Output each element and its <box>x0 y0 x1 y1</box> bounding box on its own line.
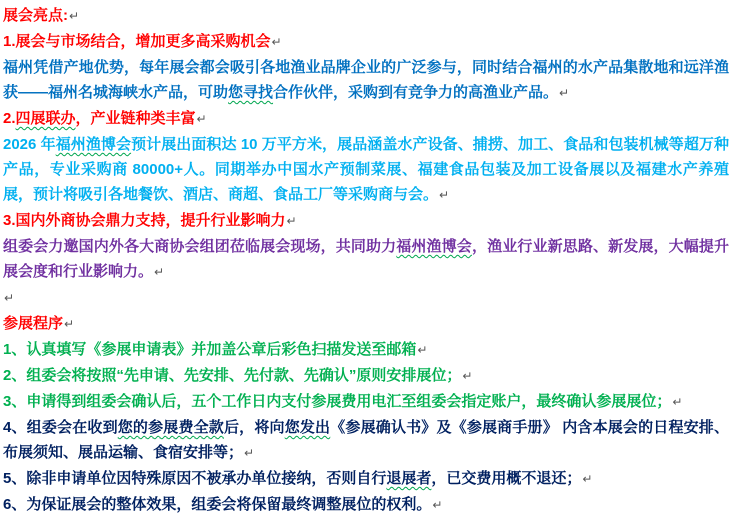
text-run: 合作伙伴，采购到有竞争力的高渔业产品。 <box>273 84 559 101</box>
paragraph-mark-icon: ↵ <box>432 498 443 512</box>
paragraph-mark-icon: ↵ <box>672 395 683 409</box>
paragraph-mark-icon: ↵ <box>462 369 473 383</box>
heading-point-1 <box>3 29 729 55</box>
text-run: 2. <box>3 110 16 127</box>
text-run: 1.展会与市场结合，增加更多高采购机会 <box>3 33 271 50</box>
paragraph-mark-icon: ↵ <box>244 446 255 460</box>
procedure-item-5 <box>3 466 729 492</box>
text-run-spellcheck: 四展联办 <box>15 110 76 127</box>
paragraph-mark-icon: ↵ <box>154 265 165 279</box>
body-point-1 <box>3 55 729 106</box>
body-point-3 <box>3 234 729 285</box>
heading-procedure <box>3 311 729 337</box>
body-point-2 <box>3 132 729 208</box>
text-run: 3、申请得到组委会确认后，五个工作日内支付参展费用电汇至组委会指定账户，最终确认参展展位； <box>3 393 672 410</box>
paragraph-mark-icon: ↵ <box>559 86 570 100</box>
text-run: 1、认真填写《参展申请表》并加盖公章后彩色扫描发送至邮箱 <box>3 341 417 358</box>
paragraph-mark-icon: ↵ <box>439 188 450 202</box>
text-run: 3.国内外商协会鼎力支持，提升行业影响力 <box>3 212 286 229</box>
empty-line <box>3 285 729 311</box>
paragraph-mark-icon: ↵ <box>196 112 207 126</box>
text-run: 2、组委会将按照“先申请、先安排、先付款、先确认”原则安排展位； <box>3 367 462 384</box>
text-run-spellcheck: 福州渔博会 <box>55 136 132 153</box>
heading-point-3 <box>3 208 729 234</box>
text-run: ，渔业行业新思路、新发展，大幅提升展会度和行业影响力。 <box>3 238 729 280</box>
text-run-spellcheck: 您寻找 <box>228 84 274 101</box>
text-run: 5、除非申请单位因特殊原因不被承办单位接纳，否则自行 <box>3 470 387 487</box>
text-run-spellcheck: 退展者 <box>386 470 432 487</box>
paragraph-mark-icon: ↵ <box>64 317 75 331</box>
text-run: 2026 年 <box>3 136 56 153</box>
text-run: 预计展出面积达 10 万平方米，展品涵盖水产设备、捕捞、加工、食品和包装机械等超万种产品，专业采购商 80000+人。同期举办中国水产预制菜展、福建食品包装及加工设备展以及福建水产养殖展，预计将吸引各地餐饮、酒店、商超、食品工厂等采购商与会。 <box>3 136 729 203</box>
procedure-item-1 <box>3 337 729 363</box>
text-run: ，产业链种类丰富 <box>75 110 196 127</box>
text-run: 展会亮点: <box>3 7 68 24</box>
text-run: 4、组委会在收到 <box>3 419 118 436</box>
paragraph-mark-icon: ↵ <box>4 291 15 305</box>
text-run: 《参展确认书》及《参展商手册》 内含本展会的日程安排、布展须知、展品运输、食宿安排等； <box>3 419 729 461</box>
heading-highlights <box>3 3 729 29</box>
heading-point-2 <box>3 106 729 132</box>
paragraph-mark-icon: ↵ <box>582 472 593 486</box>
paragraph-mark-icon: ↵ <box>286 214 297 228</box>
text-run: 6、为保证展会的整体效果，组委会将保留最终调整展位的权利。 <box>3 496 432 513</box>
text-run-spellcheck: 您的参展费全款 <box>117 419 224 436</box>
text-run: 福州凭借产地优势，每年展会都会吸引各地渔业品牌企业的广泛参与，同时结合福州的水产品集散地和远洋渔获——福州名城海峡水产品，可助 <box>3 59 729 101</box>
text-run: 后，将向 <box>223 419 285 436</box>
paragraph-mark-icon: ↵ <box>69 9 80 23</box>
text-run: 组委会力邀国内外各大商协会组团莅临展会现场，共同助力 <box>3 238 397 255</box>
text-run: ，已交费用概不退还； <box>431 470 582 487</box>
paragraph-mark-icon: ↵ <box>417 343 428 357</box>
procedure-item-6 <box>3 492 729 518</box>
text-run: 参展程序 <box>3 315 64 332</box>
procedure-item-4 <box>3 415 729 466</box>
procedure-item-2 <box>3 363 729 389</box>
procedure-item-3 <box>3 389 729 415</box>
text-run-spellcheck: 福州渔博会 <box>396 238 472 255</box>
text-run-spellcheck: 您发出 <box>284 419 331 436</box>
paragraph-mark-icon: ↵ <box>271 35 282 49</box>
